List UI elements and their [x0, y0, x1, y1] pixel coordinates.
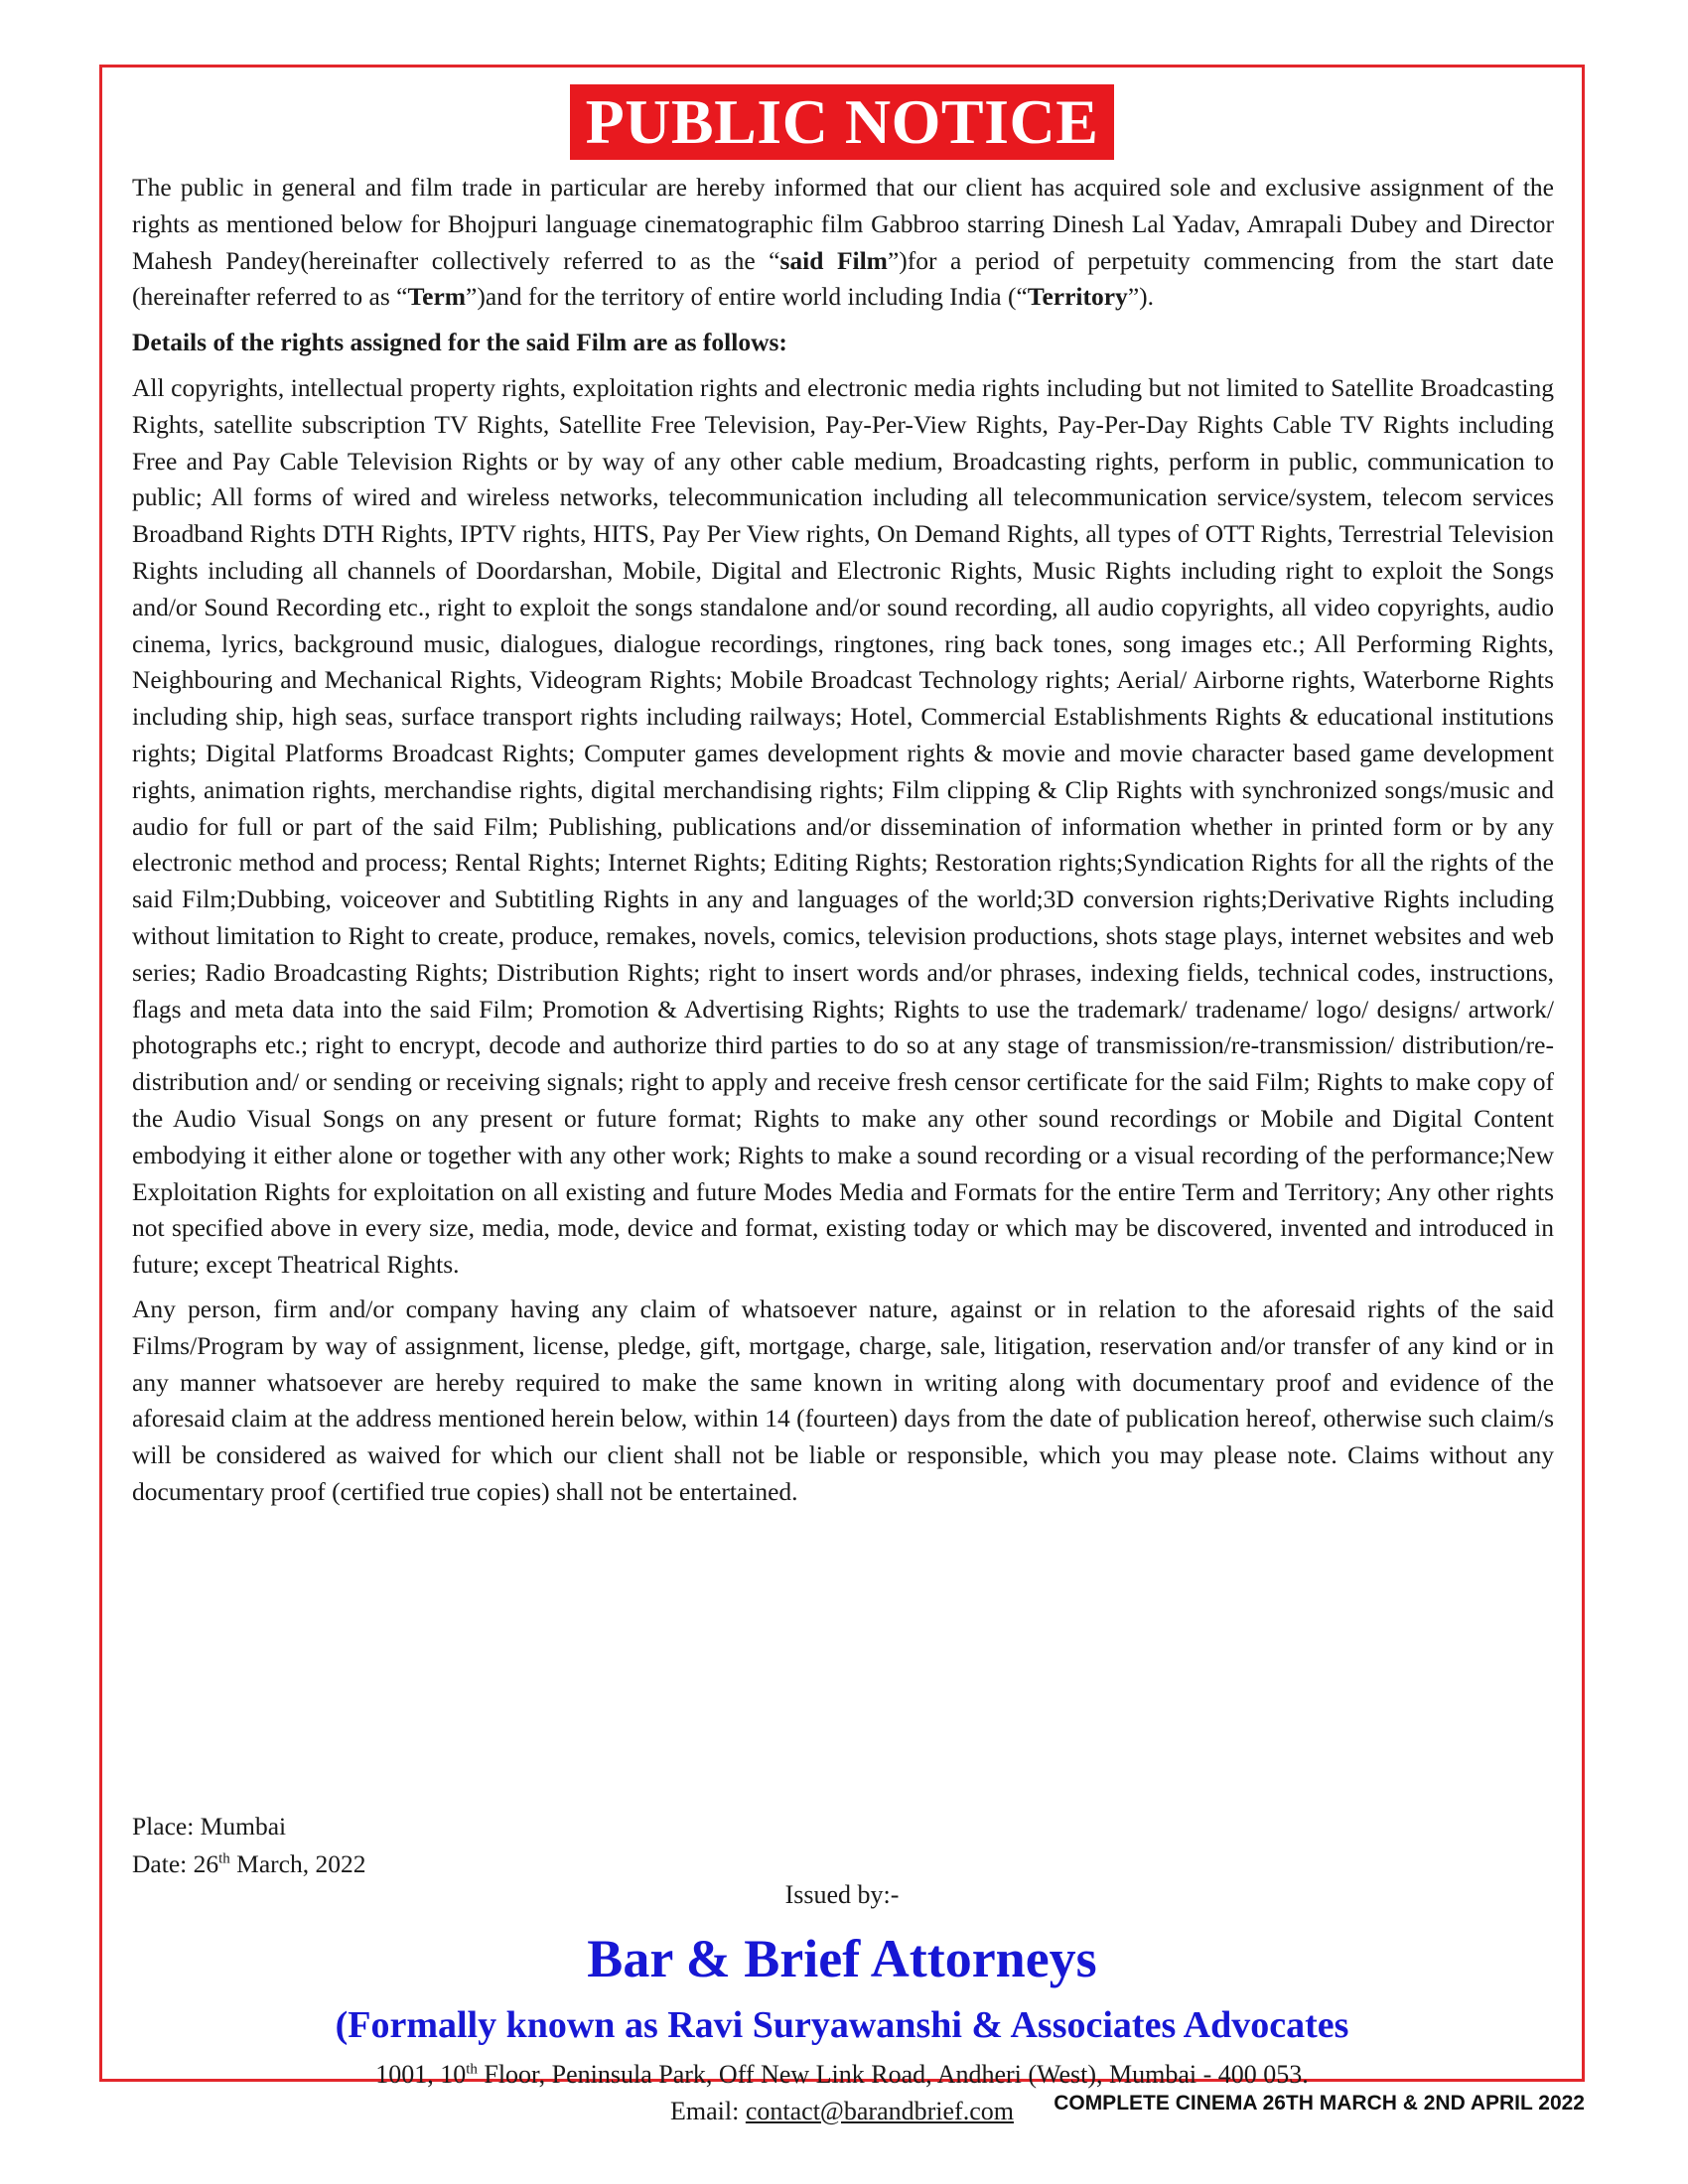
claims-paragraph: Any person, firm and/or company having any claim of whatsoever nature, against or in relation to the aforesaid rights of the said Films/Program by way of assignment, license, pledge, gift, mortgage, charge, sale, litigation, reservation and/or transfer of any kind or in any manner whatsoever are hereby required to make the same known in writing along with documentary proof and evidence of the aforesaid claim at the address mentioned herein below, within 14 (fourteen) days from the date of publication hereof, otherwise such claim/s will be considered as waived for which our client shall not be liable or responsible, which you may please note. Claims without any documentary proof (certified true copies) shall not be entertained. [132, 1294, 1554, 1506]
address-prefix: 1001, 10 [375, 2060, 467, 2089]
address-suffix: Floor, Peninsula Park, Off New Link Road, Andheri (West), Mumbai - 400 053. [477, 2060, 1309, 2089]
said-film-term: said Film [779, 245, 888, 275]
territory-term: Territory [1027, 282, 1128, 312]
intro-text-1: The public in general and film trade in particular are hereby informed that our client has acquired sole and exclusive assignment of the rights as mentioned below for Bhojpuri language cinematographic film Gabbroo starring Dinesh Lal Yadav, Amrapali Dubey and Director Mahesh Pandey(hereinafter collectively referred to as the “ [132, 173, 1554, 275]
intro-text-3: ”)and for the territory of entire world including India (“ [466, 282, 1028, 312]
notice-title: PUBLIC NOTICE [570, 84, 1115, 160]
notice-body [132, 170, 1554, 1511]
formerly-known-as: (Formally known as Ravi Suryawanshi & Associates Advocates [335, 2004, 1349, 2046]
date-line [132, 1845, 365, 1883]
rights-paragraph: All copyrights, intellectual property rights, exploitation rights and electronic media rights including but not limited to Satellite Broadcasting Rights, satellite subscription TV Rights, Satellite Free Television, Pay-Per-View Rights, Pay-Per-Day Rights Cable TV Rights including Free and Pay Cable Television Rights or by way of any other cable medium, Broadcasting rights, perform in public, communication to public; All forms of wired and wireless networks, telecommunication including all telecommunication service/system, telecom services Broadband Rights DTH Rights, IPTV rights, HITS, Pay Per View rights, On Demand Rights, all types of OTT Rights, Terrestrial Television Rights including all channels of Doordarshan, Mobile, Digital and Electronic Rights, Music Rights including right to exploit the Songs and/or Sound Recording etc., right to exploit the songs standalone and/or sound recording, all audio copyrights, all video copyrights, audio cinema, lyrics, background music, dialogues, dialogue recordings, ringtones, ring back tones, song images etc.; All Performing Rights, Neighbouring and Mechanical Rights, Videogram Rights; Mobile Broadcast Technology rights; Aerial/ Airborne rights, Waterborne Rights including ship, high seas, surface transport rights including railways; Hotel, Commercial Establishments Rights & educational institutions rights; Digital Platforms Broadcast Rights; Computer games development rights & movie and movie character based game development rights, animation rights, merchandise rights, digital merchandising rights; Film clipping & Clip Rights with synchronized songs/music and audio for full or part of the said Film; Publishing, publications and/or dissemination of information whether in printed form or by any electronic method and process; Rental Rights; Internet Rights; Editing Rights; Restoration rights;Syndication Rights for all the rights of the said Film;Dubbing, voiceover and Subtitling Rights in any and languages of the world;3D conversion rights;Derivative Rights including without limitation to Right to create, produce, remakes, novels, comics, television productions, shots stage plays, internet websites and web series; Radio Broadcasting Rights; Distribution Rights; right to insert words and/or phrases, indexing fields, technical codes, instructions, flags and meta data into the said Film; Promotion & Advertising Rights; Rights to use the trademark/ tradename/ logo/ designs/ artwork/ photographs etc.; right to encrypt, decode and authorize third parties to do so at any stage of transmission/re-transmission/ distribution/re-distribution and/ or sending or receiving signals; right to apply and receive fresh censor certificate for the said Film; Rights to make copy of the Audio Visual Songs on any present or future format; Rights to make any other sound recordings or Mobile and Digital Content embodying it either alone or together with any other work; Rights to make a sound recording or a visual recording of the performance;New Exploitation Rights for exploitation on all existing and future Modes Media and Formats for the entire Term and Territory; Any other rights not specified above in every size, media, mode, device and format, existing today or which may be discovered, invented and introduced in future; except Theatrical Rights. [132, 372, 1554, 1280]
place-date-block [132, 1808, 365, 1883]
date-prefix: Date: 26 [132, 1849, 219, 1878]
publication-footer: COMPLETE CINEMA 26TH MARCH & 2ND APRIL 2022 [1054, 2092, 1585, 2115]
term-term: Term [407, 282, 467, 312]
address-sup: th [466, 2061, 478, 2078]
intro-text-2: ”)for a period of perpetuity commencing from the start date (hereinafter referred to as “ [132, 245, 1555, 312]
intro-paragraph [132, 170, 1554, 316]
intro-text-4: ”). [1127, 282, 1154, 312]
date-sup: th [218, 1850, 230, 1867]
details-heading: Details of the rights assigned for the said Film are as follows: [132, 328, 787, 357]
email-label: Email: [670, 2097, 746, 2125]
issued-by: Issued by:- [784, 1880, 900, 1909]
date-suffix: March, 2022 [229, 1849, 366, 1878]
address-line [102, 2059, 1582, 2091]
email-link[interactable]: contact@barandbrief.com [745, 2097, 1014, 2125]
place-line: Place: Mumbai [132, 1812, 287, 1841]
firm-name: Bar & Brief Attorneys [587, 1929, 1097, 1988]
title-wrap [102, 84, 1582, 160]
